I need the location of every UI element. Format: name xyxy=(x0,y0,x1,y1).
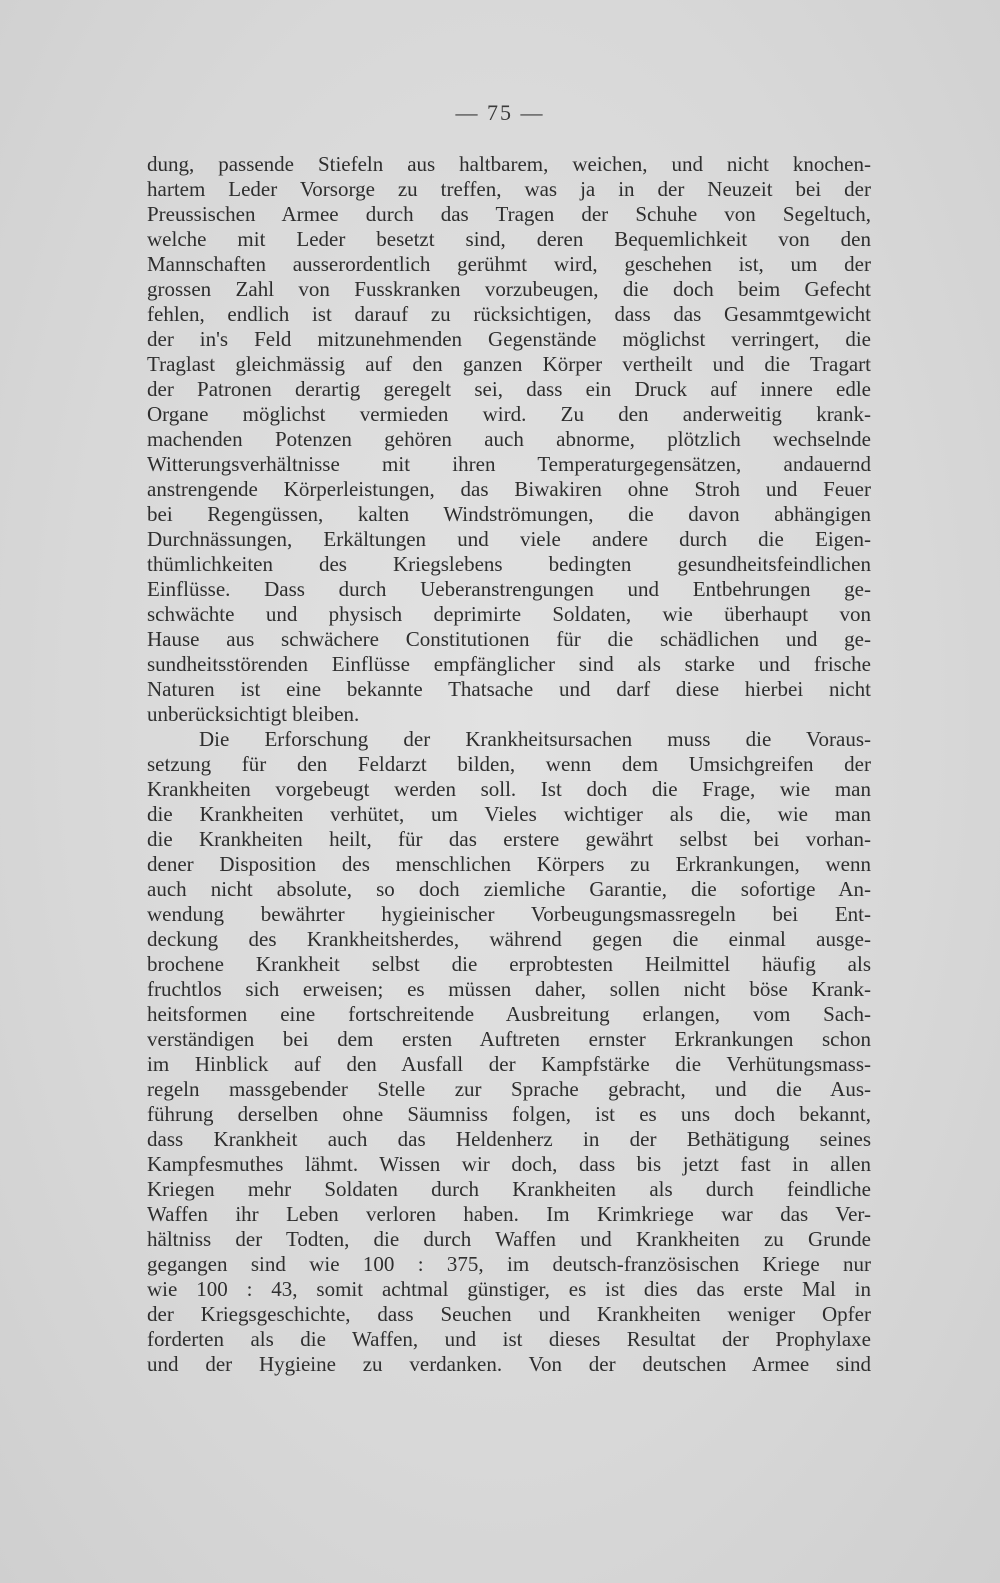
text-line: wie 100 : 43, somit achtmal günstiger, es ist dies das erste Mal in xyxy=(147,1277,871,1301)
text-line: Mannschaften ausserordentlich gerühmt wird, geschehen ist, um der xyxy=(147,252,871,276)
text-line: grossen Zahl von Fusskranken vorzubeugen, die doch beim Gefecht xyxy=(147,277,871,301)
text-line: thümlichkeiten des Kriegslebens bedingten gesundheitsfeindlichen xyxy=(147,552,871,576)
text-line: Kampfesmuthes lähmt. Wissen wir doch, dass bis jetzt fast in allen xyxy=(147,1152,871,1176)
text-line: Witterungsverhältnisse mit ihren Temperaturgegensätzen, andauernd xyxy=(147,452,871,476)
text-line: der in's Feld mitzunehmenden Gegenstände möglichst verringert, die xyxy=(147,327,871,351)
text-line: setzung für den Feldarzt bilden, wenn dem Umsichgreifen der xyxy=(147,752,871,776)
text-line: dung, passende Stiefeln aus haltbarem, weichen, und nicht knochen- xyxy=(147,152,871,176)
text-line: hartem Leder Vorsorge zu treffen, was ja in der Neuzeit bei der xyxy=(147,177,871,201)
text-line: Einflüsse. Dass durch Ueberanstrengungen und Entbehrungen ge- xyxy=(147,577,871,601)
text-line: machenden Potenzen gehören auch abnorme, plötzlich wechselnde xyxy=(147,427,871,451)
text-line: Preussischen Armee durch das Tragen der Schuhe von Segeltuch, xyxy=(147,202,871,226)
text-line: auch nicht absolute, so doch ziemliche Garantie, die sofortige An- xyxy=(147,877,871,901)
text-line: bei Regengüssen, kalten Windströmungen, die davon abhängigen xyxy=(147,502,871,526)
text-line: sundheitsstörenden Einflüsse empfänglicher sind als starke und frische xyxy=(147,652,871,676)
text-line: unberücksichtigt bleiben. xyxy=(147,702,360,726)
body-text xyxy=(147,152,871,1377)
text-line: fehlen, endlich ist darauf zu rücksichtigen, dass das Gesammtgewicht xyxy=(147,302,871,326)
text-line: Hause aus schwächere Constitutionen für die schädlichen und ge- xyxy=(147,627,871,651)
text-line: dass Krankheit auch das Heldenherz in der Bethätigung seines xyxy=(147,1127,871,1151)
text-line: anstrengende Körperleistungen, das Biwakiren ohne Stroh und Feuer xyxy=(147,477,871,501)
text-line: wendung bewährter hygieinischer Vorbeugungsmassregeln bei Ent- xyxy=(147,902,871,926)
paragraph-start-line: Die Erforschung der Krankheitsursachen muss die Voraus- xyxy=(199,727,871,751)
text-line: der Patronen derartig geregelt sei, dass ein Druck auf innere edle xyxy=(147,377,871,401)
text-line: welche mit Leder besetzt sind, deren Bequemlichkeit von den xyxy=(147,227,871,251)
text-line: der Kriegsgeschichte, dass Seuchen und Krankheiten weniger Opfer xyxy=(147,1302,871,1326)
text-line: die Krankheiten heilt, für das erstere gewährt selbst bei vorhan- xyxy=(147,827,871,851)
text-line: heitsformen eine fortschreitende Ausbreitung erlangen, vom Sach- xyxy=(147,1002,871,1026)
text-line: Naturen ist eine bekannte Thatsache und darf diese hierbei nicht xyxy=(147,677,871,701)
text-line: verständigen bei dem ersten Auftreten ernster Erkrankungen schon xyxy=(147,1027,871,1051)
text-line: die Krankheiten verhütet, um Vieles wichtiger als die, wie man xyxy=(147,802,871,826)
text-line: Waffen ihr Leben verloren haben. Im Krimkriege war das Ver- xyxy=(147,1202,871,1226)
text-line: im Hinblick auf den Ausfall der Kampfstärke die Verhütungsmass- xyxy=(147,1052,871,1076)
text-line: forderten als die Waffen, und ist dieses Resultat der Prophylaxe xyxy=(147,1327,871,1351)
page-number: — 75 — xyxy=(455,100,545,125)
text-line: Kriegen mehr Soldaten durch Krankheiten als durch feindliche xyxy=(147,1177,871,1201)
text-line: Krankheiten vorgebeugt werden soll. Ist doch die Frage, wie man xyxy=(147,777,871,801)
text-line: gegangen sind wie 100 : 375, im deutsch-französischen Kriege nur xyxy=(147,1252,871,1276)
text-line: regeln massgebender Stelle zur Sprache gebracht, und die Aus- xyxy=(147,1077,871,1101)
text-line: und der Hygieine zu verdanken. Von der deutschen Armee sind xyxy=(147,1352,871,1376)
text-line: schwächte und physisch deprimirte Soldaten, wie überhaupt von xyxy=(147,602,871,626)
text-line: dener Disposition des menschlichen Körpers zu Erkrankungen, wenn xyxy=(147,852,871,876)
text-line: Durchnässungen, Erkältungen und viele andere durch die Eigen- xyxy=(147,527,871,551)
text-line: Organe möglichst vermieden wird. Zu den anderweitig krank- xyxy=(147,402,871,426)
text-line: führung derselben ohne Säumniss folgen, ist es uns doch bekannt, xyxy=(147,1102,871,1126)
text-line: deckung des Krankheitsherdes, während gegen die einmal ausge- xyxy=(147,927,871,951)
text-line: hältniss der Todten, die durch Waffen und Krankheiten zu Grunde xyxy=(147,1227,871,1251)
text-line: brochene Krankheit selbst die erprobtesten Heilmittel häufig als xyxy=(147,952,871,976)
text-line: fruchtlos sich erweisen; es müssen daher, sollen nicht böse Krank- xyxy=(147,977,871,1001)
text-line: Traglast gleichmässig auf den ganzen Körper vertheilt und die Tragart xyxy=(147,352,871,376)
